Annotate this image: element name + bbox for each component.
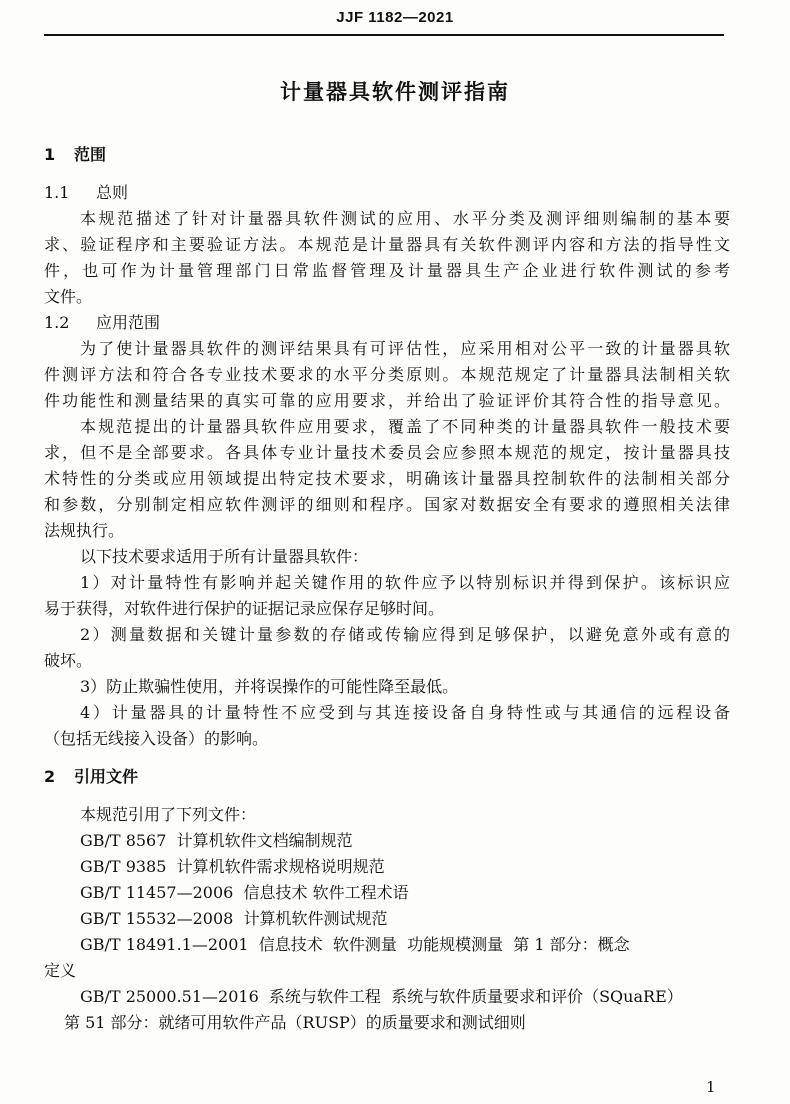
reference-item: GB/T 25000.51—2016 系统与软件工程 系统与软件质量要求和评价（SQuaRE） [80, 987, 683, 1006]
page-number: 1 [706, 1078, 716, 1096]
list-item-line: （包括无线接入设备）的影响。 [44, 729, 269, 748]
section-number: 1 [44, 145, 56, 164]
subsection-1-2-heading [44, 310, 730, 336]
paragraph-line: 件功能性和测量结果的真实可靠的应用要求，并给出了验证评价其符合性的指导意见。 [44, 391, 730, 410]
paragraph-line: 本规范提出的计量器具软件应用要求，覆盖了不同种类的计量器具软件一般技术要 [80, 417, 730, 436]
reference-item: GB/T 9385 计算机软件需求规格说明规范 [80, 857, 385, 876]
paragraph-line: 本规范引用了下列文件： [80, 805, 257, 824]
list-item-line: 破坏。 [44, 651, 93, 670]
list-item-line: 3）防止欺骗性使用，并将误操作的可能性降至最低。 [80, 677, 459, 696]
paragraph-line: 本规范描述了针对计量器具软件测试的应用、水平分类及测评细则编制的基本要 [80, 209, 730, 228]
list-item-line: 4）计量器具的计量特性不应受到与其连接设备自身特性或与其通信的远程设备 [80, 703, 730, 722]
document-code: JJF 1182—2021 [336, 9, 454, 26]
section-number: 2 [44, 767, 56, 786]
list-item-line: 2）测量数据和关键计量参数的存储或传输应得到足够保护，以避免意外或有意的 [80, 625, 730, 644]
reference-item: GB/T 8567 计算机软件文档编制规范 [80, 831, 353, 850]
reference-item: GB/T 18491.1—2001 信息技术 软件测量 功能规模测量 第 1 部分：概念 [80, 935, 630, 954]
subsection-title: 总则 [96, 183, 129, 202]
header-rule [44, 34, 724, 36]
paragraph-line: 以下技术要求适用于所有计量器具软件： [80, 547, 369, 566]
subsection-title: 应用范围 [96, 313, 161, 332]
paragraph-line: 求，但不是全部要求。各具体专业计量技术委员会应参照本规范的规定，按计量器具技 [44, 443, 730, 462]
reference-item: GB/T 15532—2008 计算机软件测试规范 [80, 909, 388, 928]
subsection-number: 1.2 [44, 313, 70, 332]
section-1-heading [44, 142, 730, 168]
document-title: 计量器具软件测评指南 [280, 80, 510, 104]
document-body [44, 142, 730, 1036]
list-item-line: 1）对计量特性有影响并起关键作用的软件应予以特别标识并得到保护。该标识应 [80, 573, 730, 592]
subsection-number: 1.1 [44, 183, 70, 202]
reference-item-continuation: 第 51 部分：就绪可用软件产品（RUSP）的质量要求和测试细则 [64, 1013, 526, 1032]
paragraph-line: 为了使计量器具软件的测评结果具有可评估性，应采用相对公平一致的计量器具软 [80, 339, 730, 358]
paragraph-line: 法规执行。 [44, 521, 125, 540]
paragraph-line: 求、验证程序和主要验证方法。本规范是计量器具有关软件测评内容和方法的指导性文 [44, 235, 730, 254]
section-title: 引用文件 [74, 767, 139, 786]
reference-item: GB/T 11457—2006 信息技术 软件工程术语 [80, 883, 409, 902]
subsection-1-1-heading [44, 180, 730, 206]
section-title: 范围 [74, 145, 107, 164]
list-item-line: 易于获得，对软件进行保护的证据记录应保存足够时间。 [44, 599, 445, 618]
reference-item-continuation: 定义 [44, 961, 77, 980]
paragraph-line: 术特性的分类或应用领域提出特定技术要求，明确该计量器具控制软件的法制相关部分 [44, 469, 730, 488]
paragraph-line: 文件。 [44, 287, 93, 306]
paragraph-line: 件测评方法和符合各专业技术要求的水平分类原则。本规范规定了计量器具法制相关软 [44, 365, 730, 384]
paragraph-line: 和参数，分别制定相应软件测评的细则和程序。国家对数据安全有要求的遵照相关法律 [44, 495, 730, 514]
section-2-heading [44, 764, 730, 790]
paragraph-line: 件，也可作为计量管理部门日常监督管理及计量器具生产企业进行软件测试的参考 [44, 261, 730, 280]
